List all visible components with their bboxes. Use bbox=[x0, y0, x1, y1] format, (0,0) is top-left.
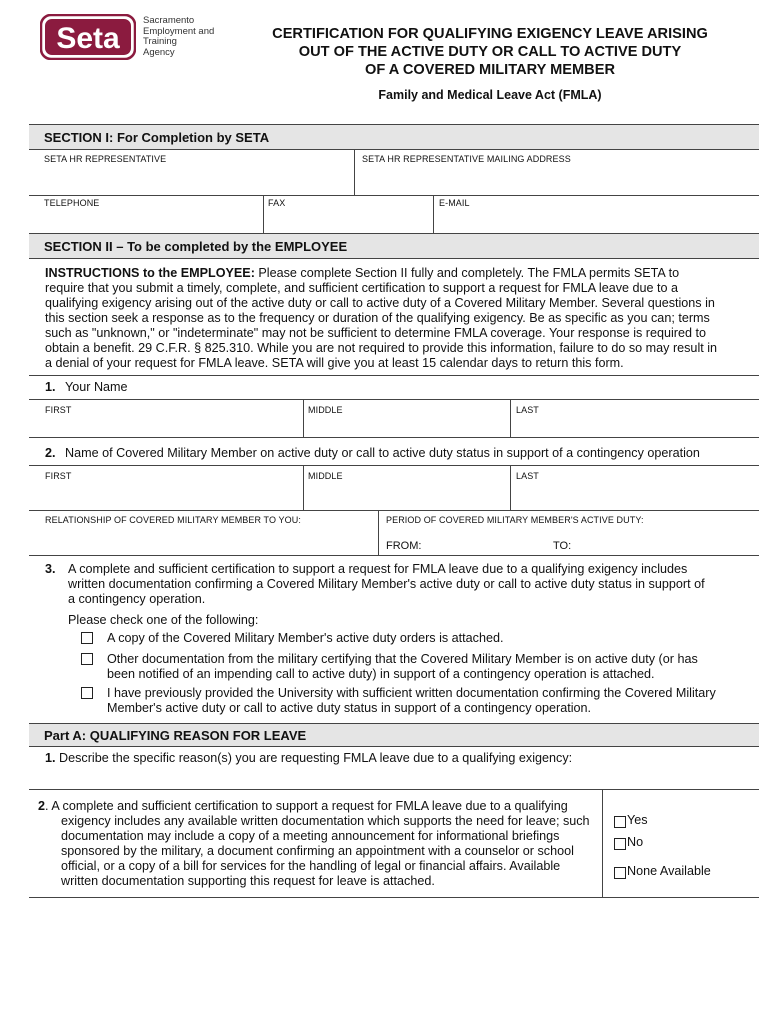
section-2-title: SECTION II – To be completed by the EMPLOYEE bbox=[44, 238, 348, 254]
yes-label: Yes bbox=[627, 813, 648, 827]
from-date-field[interactable]: FROM: bbox=[386, 540, 422, 552]
part-a-q2-line: . A complete and sufficient certification to support a request for FMLA leave due to a qualifying bbox=[45, 799, 568, 813]
part-a-q2-line: official, or a copy of a bill for services for the handling of legal or financial affairs. Available bbox=[61, 859, 561, 873]
option-line: Other documentation from the military certifying that the Covered Military Member is on active duty (or has bbox=[107, 652, 698, 666]
telephone-field[interactable]: TELEPHONE bbox=[44, 198, 100, 208]
part-a-q1-text: Describe the specific reason(s) you are requesting FMLA leave due to a qualifying exigency: bbox=[55, 751, 573, 765]
instructions-line: Please complete Section II fully and completely. The FMLA permits SETA to bbox=[254, 266, 680, 280]
page-subtitle: Family and Medical Leave Act (FMLA) bbox=[378, 88, 602, 102]
option-other-text bbox=[107, 652, 698, 682]
member-first-name-field[interactable]: FIRST bbox=[45, 471, 72, 481]
member-middle-name-field[interactable]: MIDDLE bbox=[308, 471, 343, 481]
your-middle-name-field[interactable]: MIDDLE bbox=[308, 405, 343, 415]
previously-provided-checkbox[interactable] bbox=[81, 687, 93, 699]
part-a-q2-line: exigency includes any available written documentation which supports the need for leave; such bbox=[61, 814, 590, 828]
question-3-line: a contingency operation. bbox=[68, 592, 206, 606]
svg-text:Seta: Seta bbox=[56, 22, 120, 55]
question-2-text: Name of Covered Military Member on active duty or call to active duty status in support of a contingency operation bbox=[65, 446, 700, 460]
title-line: OF A COVERED MILITARY MEMBER bbox=[365, 62, 615, 78]
option-line: been notified of an impending call to active duty) in support of a contingency operation is attached. bbox=[107, 667, 655, 681]
part-a-question-1 bbox=[45, 751, 572, 766]
your-first-name-field[interactable]: FIRST bbox=[45, 405, 72, 415]
instructions bbox=[45, 266, 755, 371]
part-a-q2-line: written documentation supporting this request for leave is attached. bbox=[61, 874, 435, 888]
question-3-line: written documentation confirming a Covered Military Member's active duty or call to active duty status in support of bbox=[68, 577, 705, 591]
instructions-line: qualifying exigency arising out of the active duty or call to active duty of a Covered Military Member. Several questions in bbox=[45, 296, 715, 310]
hr-address-field[interactable]: SETA HR REPRESENTATIVE MAILING ADDRESS bbox=[362, 154, 571, 164]
option-line: I have previously provided the University with sufficient written documentation confirming the Covered Military bbox=[107, 686, 716, 700]
question-2-number: 2. bbox=[45, 446, 56, 460]
seta-logo-mark bbox=[40, 14, 136, 60]
active-duty-period-label: PERIOD OF COVERED MILITARY MEMBER'S ACTIVE DUTY: bbox=[386, 515, 644, 525]
member-last-name-field[interactable]: LAST bbox=[516, 471, 539, 481]
instructions-line: such as "unknown," or "indeterminate" may not be sufficient to determine FMLA coverage. Your response is required to bbox=[45, 326, 706, 340]
title-line: OUT OF THE ACTIVE DUTY OR CALL TO ACTIVE DUTY bbox=[298, 44, 682, 60]
agency-name bbox=[143, 16, 214, 58]
page-title bbox=[240, 25, 740, 79]
agency-line: Sacramento bbox=[143, 15, 195, 26]
instructions-line: a denial of your request for FMLA leave. SETA will give you at least 15 calendar days to return this form. bbox=[45, 356, 624, 370]
none-available-label: None Available bbox=[627, 864, 711, 878]
part-a-q2-line: documentation may include a copy of a meeting announcement for informational briefings bbox=[61, 829, 560, 843]
question-1 bbox=[45, 380, 128, 395]
email-field[interactable]: E-MAIL bbox=[439, 198, 470, 208]
part-a-question-2 bbox=[38, 799, 598, 889]
check-prompt: Please check one of the following: bbox=[68, 613, 259, 627]
agency-line: Training bbox=[143, 36, 177, 47]
section-1-title: SECTION I: For Completion by SETA bbox=[44, 129, 270, 145]
instructions-line: obtain a benefit. 29 C.F.R. § 825.310. While you are not required to provide this information, failure to do so may result in bbox=[45, 341, 718, 355]
seta-logo bbox=[40, 14, 136, 60]
question-3 bbox=[45, 562, 755, 607]
agency-line: Employment and bbox=[143, 25, 215, 37]
option-line: Member's active duty or call to active duty status in support of a contingency operation. bbox=[107, 701, 592, 715]
section-2-heading bbox=[29, 233, 759, 259]
fax-field[interactable]: FAX bbox=[268, 198, 286, 208]
agency-line: Agency bbox=[143, 46, 175, 58]
instructions-line: require that you submit a timely, complete, and sufficient certification to support a request for FMLA leave due to a bbox=[45, 281, 679, 295]
option-orders-text: A copy of the Covered Military Member's active duty orders is attached. bbox=[107, 631, 504, 645]
to-date-field[interactable]: TO: bbox=[553, 540, 572, 552]
part-a-heading bbox=[29, 723, 759, 747]
question-1-number: 1. bbox=[45, 380, 56, 394]
yes-checkbox[interactable] bbox=[614, 816, 626, 828]
instructions-line: this section seek a response as to the frequency or duration of the qualifying exigency. Be as specific as you can; terms bbox=[45, 311, 710, 325]
instructions-label: INSTRUCTIONS to the EMPLOYEE: bbox=[45, 266, 255, 280]
other-documentation-checkbox[interactable] bbox=[81, 653, 93, 665]
hr-rep-field[interactable]: SETA HR REPRESENTATIVE bbox=[44, 154, 167, 164]
question-2 bbox=[45, 446, 700, 461]
no-label: No bbox=[627, 835, 644, 849]
relationship-field[interactable]: RELATIONSHIP OF COVERED MILITARY MEMBER TO YOU: bbox=[45, 515, 301, 525]
option-previous-text bbox=[107, 686, 716, 716]
title-line: CERTIFICATION FOR QUALIFYING EXIGENCY LEAVE ARISING bbox=[272, 26, 708, 42]
none-available-checkbox[interactable] bbox=[614, 867, 626, 879]
part-a-title: Part A: QUALIFYING REASON FOR LEAVE bbox=[44, 727, 307, 743]
section-1-heading bbox=[29, 124, 759, 150]
part-a-q2-line: sponsored by the military, a document confirming an appointment with a counselor or school bbox=[61, 844, 574, 858]
no-checkbox[interactable] bbox=[614, 838, 626, 850]
part-a-q2-number: 2 bbox=[38, 799, 46, 813]
question-3-line: A complete and sufficient certification to support a request for FMLA leave due to a qualifying exigency includes bbox=[68, 562, 688, 576]
question-1-text: Your Name bbox=[65, 380, 128, 394]
your-last-name-field[interactable]: LAST bbox=[516, 405, 539, 415]
orders-attached-checkbox[interactable] bbox=[81, 632, 93, 644]
part-a-q1-number: 1. bbox=[45, 751, 56, 765]
question-3-number: 3. bbox=[45, 562, 56, 576]
